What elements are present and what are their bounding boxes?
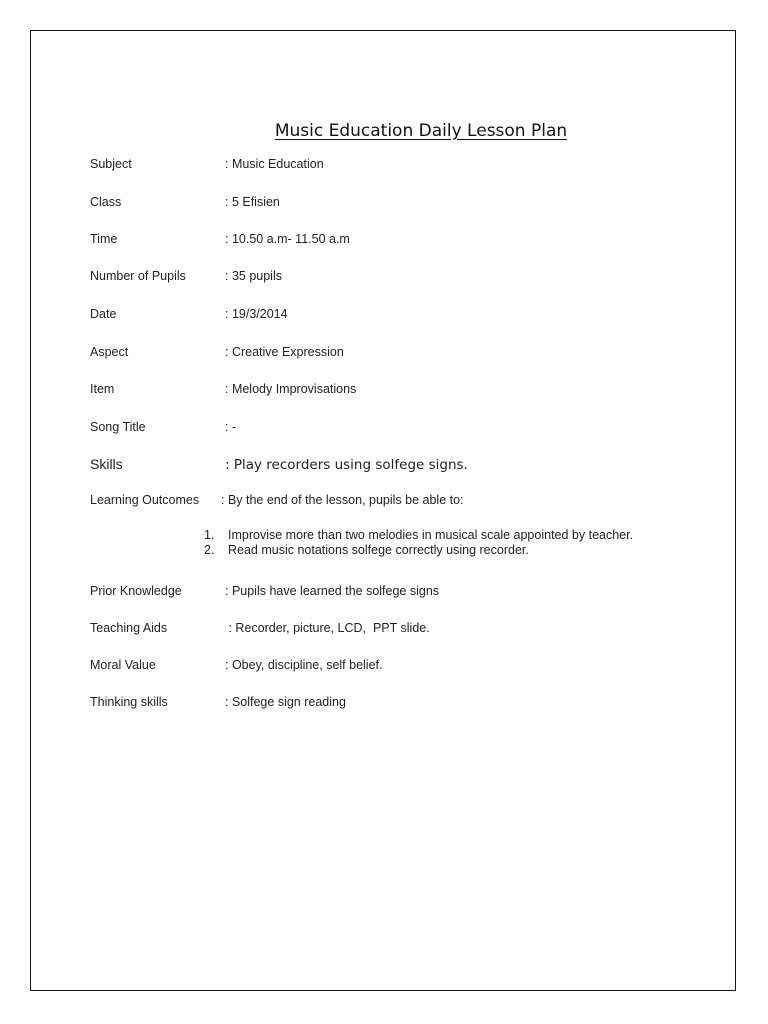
field-value-learning-outcomes: : By the end of the lesson, pupils be able to:: [221, 493, 464, 507]
field-value-thinking-skills: : Solfege sign reading: [225, 695, 346, 709]
field-label-skills: Skills: [90, 456, 123, 472]
field-label-class: Class: [90, 195, 122, 209]
field-label-subject: Subject: [90, 157, 132, 171]
field-value-subject: : Music Education: [225, 157, 324, 171]
field-row-date: [90, 306, 288, 322]
field-row-class: [90, 194, 280, 210]
field-row-aspect: [90, 344, 344, 360]
field-row-song-title: [90, 419, 236, 435]
field-row-thinking-skills: [90, 694, 346, 710]
field-row-subject: [90, 156, 324, 172]
field-label-moral-value: Moral Value: [90, 658, 156, 672]
document-page: [30, 30, 736, 991]
field-value-teaching-aids: : Recorder, picture, LCD, PPT slide.: [225, 621, 430, 635]
field-value-time: : 10.50 a.m- 11.50 a.m: [225, 232, 350, 246]
field-row-skills: [90, 456, 468, 473]
field-value-skills: : Play recorders using solfege signs.: [225, 457, 468, 473]
field-value-date: : 19/3/2014: [225, 307, 288, 321]
field-value-item: : Melody Improvisations: [225, 382, 357, 396]
field-row-learning-outcomes: [90, 492, 464, 508]
list-item: [200, 528, 633, 543]
field-label-learning-outcomes: Learning Outcomes: [90, 493, 200, 507]
field-label-prior-knowledge: Prior Knowledge: [90, 584, 182, 598]
field-value-class: : 5 Efisien: [225, 195, 280, 209]
list-item-text: Read music notations solfege correctly using recorder.: [228, 543, 529, 557]
list-item-number: 1.: [204, 528, 215, 542]
field-label-date: Date: [90, 307, 117, 321]
field-value-moral-value: : Obey, discipline, self belief.: [225, 658, 383, 672]
list-item: [200, 543, 633, 558]
page-title: [31, 121, 735, 141]
field-label-teaching-aids: Teaching Aids: [90, 621, 168, 635]
field-label-aspect: Aspect: [90, 345, 129, 359]
list-item-text: Improvise more than two melodies in musical scale appointed by teacher.: [228, 528, 634, 542]
list-item-number: 2.: [204, 543, 215, 557]
field-value-pupils: : 35 pupils: [225, 269, 282, 283]
outcomes-list: [200, 528, 633, 558]
field-row-prior-knowledge: [90, 583, 439, 599]
page-title-text: Music Education Daily Lesson Plan: [274, 121, 568, 141]
field-row-moral-value: [90, 657, 382, 673]
field-row-teaching-aids: [90, 620, 430, 636]
field-label-item: Item: [90, 382, 115, 396]
field-label-thinking-skills: Thinking skills: [90, 695, 168, 709]
field-label-pupils: Number of Pupils: [90, 269, 186, 283]
field-label-time: Time: [90, 232, 118, 246]
field-row-item: [90, 381, 356, 397]
field-row-pupils: [90, 268, 282, 284]
field-row-time: [90, 231, 350, 247]
field-value-song-title: : -: [225, 420, 237, 434]
field-value-prior-knowledge: : Pupils have learned the solfege signs: [225, 584, 440, 598]
field-value-aspect: : Creative Expression: [225, 345, 344, 359]
field-label-song-title: Song Title: [90, 420, 146, 434]
